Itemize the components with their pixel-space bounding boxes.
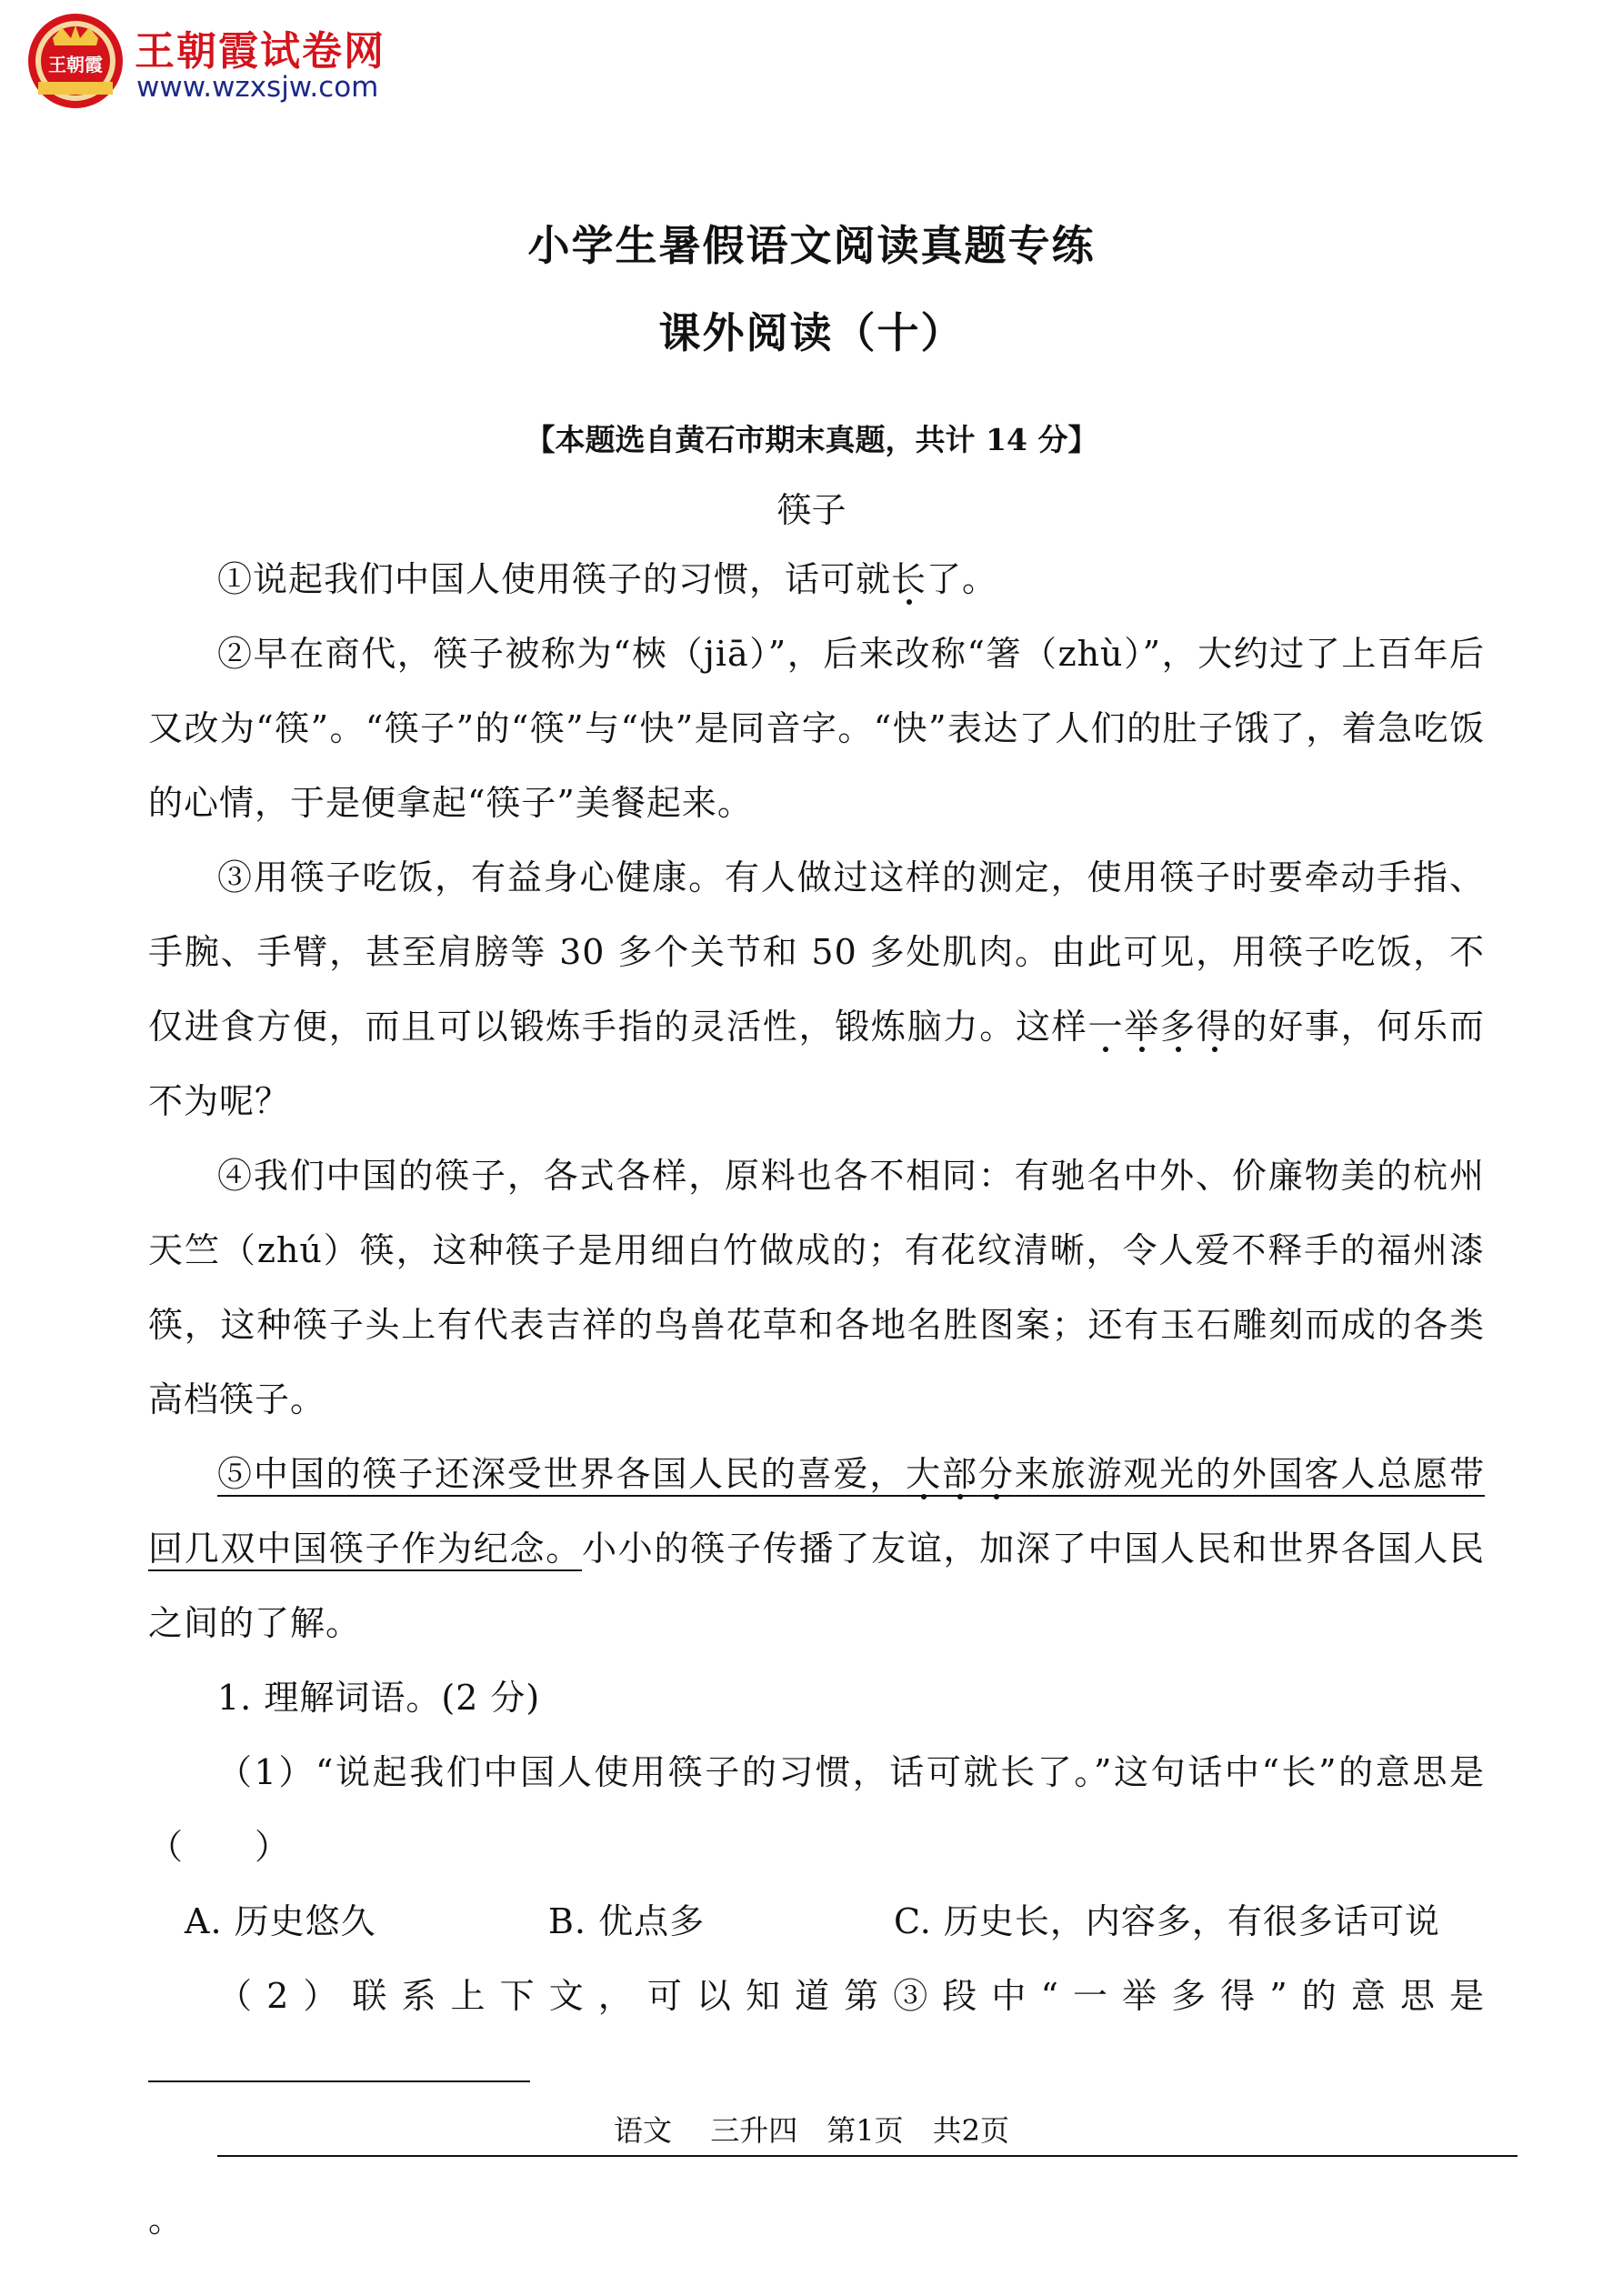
page-subtitle: 课外阅读（十）: [658, 308, 965, 357]
page-footer: 语文 三升四 第1页 共2页: [614, 2113, 1009, 2148]
dotted-char: 部: [942, 1454, 978, 1494]
option-c[interactable]: C. 历史长，内容多，有很多话可说: [894, 1901, 1440, 1941]
dotted-char: 一: [1087, 1007, 1125, 1047]
dotted-char: 得: [1196, 1007, 1233, 1047]
paragraph-2: ②早在商代，筷子被称为“梜（jiā）”，后来改称“箸（zhù）”，大约过了上百年后又改为“筷”。“筷子”的“筷”与“快”是同音字。“快”表达了人们的肚子饿了，着急吃饭的心情，于是便拿起“筷子”美餐起来。: [148, 634, 1485, 823]
question-1-2: （2）联系上下文，可以知道第③段中“一举多得”的意思是: [148, 1959, 1485, 2108]
dotted-char: 分: [977, 1454, 1015, 1494]
site-logo: [25, 11, 407, 111]
page-title: 小学生暑假语文阅读真题专练: [527, 221, 1096, 270]
answer-blank[interactable]: [148, 2046, 530, 2082]
source-note: 【本题选自黄石市期末真题，共计 14 分】: [525, 422, 1098, 457]
answer-line: 。: [148, 2108, 1485, 2257]
paragraph-4: ④我们中国的筷子，各式各样，原料也各不相同：有驰名中外、价廉物美的杭州天竺（zhú）筷，这种筷子是用细白竹做成的；有花纹清晰，令人爱不释手的福州漆筷，这种筷子头上有代表吉祥的鸟兽花草和各地名胜图案；还有玉石雕刻而成的各类高档筷子。: [148, 1156, 1485, 1419]
paragraph-5: ⑤中国的筷子还深受世界各国人民的喜爱，大部分来旅游观光的外国客人总愿带回几双中国筷子作为纪念。小小的筷子传播了友谊，加深了中国人民和世界各国人民之间的了解。: [148, 1454, 1485, 1643]
seal-emblem-icon: [25, 11, 125, 111]
passage-body: [148, 542, 1485, 2257]
paragraph-3: ③用筷子吃饭，有益身心健康。有人做过这样的测定，使用筷子时要牵动手指、手腕、手臂，甚至肩膀等 30 多个关节和 50 多处肌肉。由此可见，用筷子吃饭，不仅进食方便，而且可以锻炼手指的灵活性，锻炼脑力。这样一举多得的好事，何乐而不为呢？: [148, 857, 1485, 1121]
option-b[interactable]: B. 优点多: [548, 1901, 706, 1941]
option-a[interactable]: A. 历史悠久: [185, 1901, 376, 1941]
dotted-char: 长: [891, 559, 927, 599]
question-1-title: 1. 理解词语。(2 分): [217, 1678, 541, 1718]
dotted-char: 举: [1124, 1007, 1160, 1047]
question-1-1: （1）“说起我们中国人使用筷子的习惯，话可就长了。”这句话中“长”的意思是（ ）: [148, 1752, 1485, 1867]
svg-text:王朝霞: 王朝霞: [48, 54, 103, 75]
brand-url: www.wzxsjw.com: [136, 71, 379, 104]
underlined-sentence: ⑤中国的筷子还深受世界各国人民的喜爱，大部分来旅游观光的外国客人总愿带回几双中国筷子作为纪念。: [148, 1454, 1485, 1569]
question-1-1-options: [148, 1884, 1485, 1959]
passage-title: 筷子: [776, 490, 847, 530]
dotted-char: 大: [906, 1454, 943, 1494]
dotted-char: 多: [1159, 1007, 1197, 1047]
brand-name: 王朝霞试卷网: [135, 28, 386, 75]
paragraph-1: ①说起我们中国人使用筷子的习惯，话可就长了。: [217, 559, 998, 599]
